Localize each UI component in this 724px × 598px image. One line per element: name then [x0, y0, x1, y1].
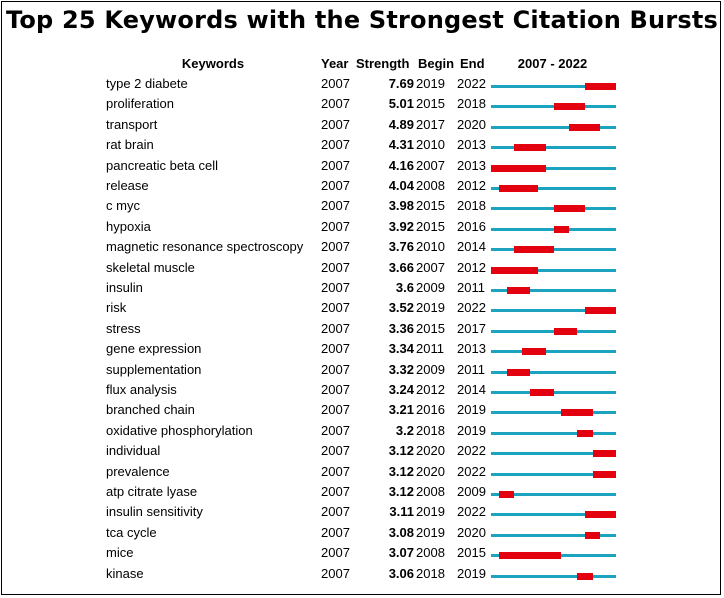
burst-row [0, 360, 724, 380]
end-year: 2022 [457, 443, 486, 459]
burst-bar [577, 573, 593, 580]
burst-timeline [491, 360, 616, 380]
begin-year: 2007 [416, 157, 445, 173]
timeline-baseline [491, 248, 616, 251]
burst-bar [554, 103, 585, 110]
strength-value: 3.07 [388, 545, 414, 561]
begin-year: 2015 [416, 218, 445, 234]
strength-value: 4.31 [388, 137, 414, 153]
begin-year: 2015 [416, 96, 445, 112]
end-year: 2018 [457, 96, 486, 112]
burst-row [0, 441, 724, 461]
burst-row [0, 502, 724, 522]
burst-row [0, 400, 724, 420]
burst-timeline [491, 135, 616, 155]
year-value: 2007 [321, 504, 350, 520]
burst-bar [577, 430, 593, 437]
year-value: 2007 [321, 463, 350, 479]
burst-row [0, 523, 724, 543]
strength-value: 4.16 [388, 157, 414, 173]
burst-bar [585, 307, 616, 314]
begin-year: 2009 [416, 361, 445, 377]
burst-bar [593, 471, 616, 478]
begin-year: 2008 [416, 178, 445, 193]
year-value: 2007 [321, 565, 350, 581]
burst-bar [507, 287, 530, 294]
burst-row [0, 298, 724, 318]
timeline-baseline [491, 391, 616, 394]
year-value: 2007 [321, 545, 350, 561]
burst-bar [554, 328, 577, 335]
keyword-label: insulin sensitivity [106, 504, 203, 520]
begin-year: 2017 [416, 116, 445, 132]
burst-timeline [491, 339, 616, 359]
burst-row [0, 237, 724, 257]
begin-year: 2019 [416, 76, 445, 91]
year-value: 2007 [321, 300, 350, 316]
year-value: 2007 [321, 137, 350, 153]
burst-bar [514, 246, 553, 253]
year-value: 2007 [321, 402, 350, 418]
burst-row [0, 258, 724, 278]
year-value: 2007 [321, 524, 350, 540]
burst-bar [491, 165, 546, 172]
burst-timeline [491, 115, 616, 135]
strength-value: 3.12 [388, 463, 414, 479]
burst-timeline [491, 543, 616, 563]
begin-year: 2020 [416, 463, 445, 479]
strength-value: 3.66 [388, 259, 414, 275]
burst-row [0, 543, 724, 563]
burst-row [0, 319, 724, 339]
strength-value: 3.52 [388, 300, 414, 316]
timeline-baseline [491, 575, 616, 578]
begin-year: 2009 [416, 280, 445, 295]
burst-timeline [491, 196, 616, 216]
strength-value: 3.12 [388, 484, 414, 499]
burst-bar [593, 450, 616, 457]
strength-value: 4.89 [388, 116, 414, 132]
burst-row [0, 74, 724, 94]
year-value: 2007 [321, 422, 350, 438]
burst-timeline [491, 482, 616, 502]
timeline-baseline [491, 411, 616, 414]
keyword-label: stress [106, 320, 141, 336]
burst-timeline [491, 441, 616, 461]
year-value: 2007 [321, 178, 350, 193]
end-year: 2019 [457, 402, 486, 418]
strength-value: 3.6 [395, 280, 414, 295]
keyword-label: pancreatic beta cell [106, 157, 219, 173]
strength-value: 4.04 [388, 178, 414, 193]
keyword-label: magnetic resonance spectroscopy [106, 239, 304, 255]
end-year: 2013 [457, 341, 486, 357]
end-year: 2022 [457, 76, 486, 91]
burst-bar [499, 552, 562, 559]
strength-value: 3.2 [395, 422, 414, 438]
keyword-label: transport [106, 116, 158, 132]
burst-row [0, 564, 724, 584]
year-value: 2007 [321, 157, 350, 173]
strength-value: 3.92 [388, 218, 414, 234]
strength-value: 3.76 [388, 239, 414, 255]
burst-row [0, 94, 724, 114]
year-value: 2007 [321, 361, 350, 377]
burst-timeline [491, 94, 616, 114]
year-value: 2007 [321, 116, 350, 132]
burst-bar [530, 389, 553, 396]
begin-year: 2020 [416, 443, 445, 459]
begin-year: 2018 [416, 565, 445, 581]
burst-timeline [491, 421, 616, 441]
end-year: 2020 [457, 116, 486, 132]
year-value: 2007 [321, 218, 350, 234]
keyword-label: c myc [106, 198, 140, 214]
end-year: 2022 [457, 504, 486, 520]
burst-timeline [491, 258, 616, 278]
begin-year: 2008 [416, 545, 445, 561]
end-year: 2009 [457, 484, 486, 499]
end-year: 2016 [457, 218, 486, 234]
burst-timeline [491, 400, 616, 420]
keyword-label: mice [106, 545, 134, 561]
burst-timeline [491, 74, 616, 94]
keyword-label: rat brain [106, 137, 154, 153]
begin-year: 2018 [416, 422, 445, 438]
begin-year: 2015 [416, 320, 445, 336]
burst-bar [499, 185, 538, 192]
burst-timeline [491, 156, 616, 176]
begin-year: 2011 [416, 341, 444, 357]
end-year: 2011 [457, 280, 485, 295]
strength-value: 3.36 [388, 320, 414, 336]
burst-timeline [491, 298, 616, 318]
burst-timeline [491, 380, 616, 400]
burst-timeline [491, 523, 616, 543]
keyword-label: skeletal muscle [106, 259, 195, 275]
burst-row [0, 135, 724, 155]
year-value: 2007 [321, 443, 350, 459]
header-year: Year [321, 56, 349, 71]
burst-bar [554, 205, 585, 212]
strength-value: 3.24 [388, 382, 414, 397]
timeline-baseline [491, 350, 616, 353]
strength-value: 7.69 [388, 76, 414, 91]
end-year: 2019 [457, 422, 486, 438]
burst-bar [514, 144, 545, 151]
burst-bar [561, 409, 592, 416]
keyword-label: individual [106, 443, 161, 459]
strength-value: 3.32 [388, 361, 414, 377]
keyword-label: supplementation [106, 361, 202, 377]
header-begin: Begin [418, 56, 455, 71]
burst-row [0, 278, 724, 298]
burst-row [0, 156, 724, 176]
year-value: 2007 [321, 341, 350, 357]
burst-row [0, 196, 724, 216]
begin-year: 2008 [416, 484, 445, 499]
strength-value: 3.11 [389, 504, 414, 520]
burst-bar [585, 532, 601, 539]
end-year: 2012 [457, 178, 486, 193]
burst-timeline [491, 217, 616, 237]
end-year: 2012 [457, 259, 486, 275]
burst-bar [569, 124, 600, 131]
burst-row [0, 217, 724, 237]
begin-year: 2019 [416, 504, 445, 520]
end-year: 2019 [457, 565, 486, 581]
begin-year: 2007 [416, 259, 445, 275]
keyword-label: tca cycle [106, 524, 157, 540]
year-value: 2007 [321, 320, 350, 336]
burst-timeline [491, 278, 616, 298]
strength-value: 3.21 [388, 402, 414, 418]
header-keywords: Keywords [181, 56, 245, 71]
strength-value: 3.12 [388, 443, 414, 459]
burst-timeline [491, 176, 616, 196]
keyword-label: hypoxia [106, 218, 151, 234]
year-value: 2007 [321, 96, 350, 112]
end-year: 2015 [457, 545, 486, 561]
end-year: 2022 [457, 463, 486, 479]
keyword-label: proliferation [106, 96, 174, 112]
burst-bar [585, 83, 616, 90]
burst-timeline [491, 462, 616, 482]
year-value: 2007 [321, 382, 350, 397]
keyword-label: branched chain [106, 402, 195, 418]
keyword-label: release [106, 178, 149, 193]
keyword-label: kinase [106, 565, 144, 581]
burst-row [0, 482, 724, 502]
begin-year: 2010 [416, 137, 445, 153]
year-value: 2007 [321, 76, 350, 91]
year-value: 2007 [321, 280, 350, 295]
burst-bar [507, 369, 530, 376]
burst-bar [499, 491, 515, 498]
header-year-range: 2007 - 2022 [517, 56, 588, 71]
burst-timeline [491, 237, 616, 257]
strength-value: 3.98 [388, 198, 414, 214]
begin-year: 2012 [416, 382, 445, 397]
burst-bar [522, 348, 545, 355]
keyword-label: gene expression [106, 341, 202, 357]
end-year: 2017 [457, 320, 486, 336]
year-value: 2007 [321, 484, 350, 499]
end-year: 2022 [457, 300, 486, 316]
burst-row [0, 462, 724, 482]
keyword-label: flux analysis [106, 382, 177, 397]
begin-year: 2019 [416, 300, 445, 316]
chart-title: Top 25 Keywords with the Strongest Citation Bursts [5, 6, 718, 34]
year-value: 2007 [321, 259, 350, 275]
begin-year: 2010 [416, 239, 445, 255]
timeline-baseline [491, 432, 616, 435]
keyword-label: risk [106, 300, 127, 316]
burst-timeline [491, 564, 616, 584]
keyword-label: type 2 diabete [106, 76, 188, 91]
keyword-label: oxidative phosphorylation [106, 422, 253, 438]
header-end: End [460, 56, 485, 71]
timeline-baseline [491, 146, 616, 149]
year-value: 2007 [321, 239, 350, 255]
strength-value: 3.06 [388, 565, 414, 581]
end-year: 2020 [457, 524, 486, 540]
end-year: 2018 [457, 198, 486, 214]
strength-value: 3.34 [388, 341, 414, 357]
end-year: 2014 [457, 382, 486, 397]
burst-timeline [491, 319, 616, 339]
burst-row [0, 176, 724, 196]
burst-row [0, 421, 724, 441]
begin-year: 2015 [416, 198, 445, 214]
burst-row [0, 115, 724, 135]
burst-row [0, 380, 724, 400]
strength-value: 3.08 [388, 524, 414, 540]
keyword-label: prevalence [106, 463, 170, 479]
keyword-label: atp citrate lyase [106, 484, 198, 499]
begin-year: 2019 [416, 524, 445, 540]
end-year: 2013 [457, 157, 486, 173]
end-year: 2013 [457, 137, 486, 153]
header-strength: Strength [356, 56, 410, 71]
keyword-label: insulin [106, 280, 143, 295]
begin-year: 2016 [416, 402, 445, 418]
burst-row [0, 339, 724, 359]
burst-timeline [491, 502, 616, 522]
year-value: 2007 [321, 198, 350, 214]
burst-bar [491, 267, 538, 274]
burst-bar [554, 226, 570, 233]
end-year: 2011 [457, 361, 485, 377]
burst-bar [585, 511, 616, 518]
end-year: 2014 [457, 239, 486, 255]
strength-value: 5.01 [388, 96, 414, 112]
